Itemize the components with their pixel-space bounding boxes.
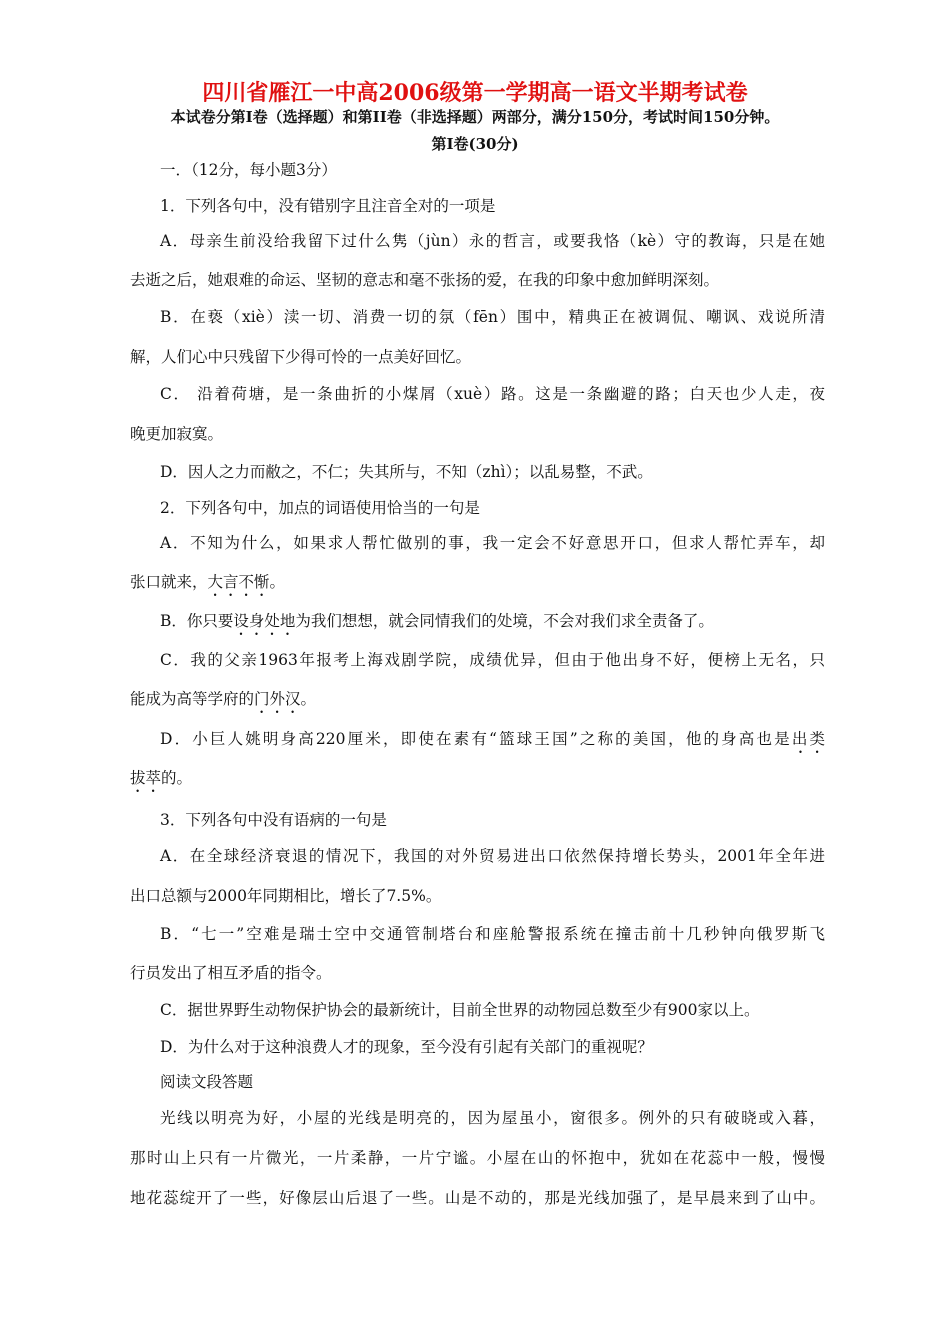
question-2-option-d-line2 [130,768,825,796]
exam-title: 四川省雁江一中高2006级第一学期高一语文半期考试卷 [202,80,748,106]
question-1-option-c-line2: 晚更加寂寞。 [130,425,224,443]
q2-c-text-post: 。 [300,690,317,708]
q2-d-text-post: 的。 [161,769,193,787]
reading-heading: 阅读文段答题 [160,1073,254,1091]
question-3-option-c: C．据世界野生动物保护协会的最新统计，目前全世界的动物园总数至少有900家以上。 [160,1001,760,1019]
question-3-option-b-line1: B．“七一”空难是瑞士空中交通管制塔台和座舱警报系统在撞击前十几秒钟向俄罗斯飞 [160,925,825,943]
question-2-option-a-line1: A．不知为什么，如果求人帮忙做别的事，我一定会不好意思开口，但求人帮忙弄车，却 [160,534,825,552]
question-1-option-c-line1: C． 沿着荷塘，是一条曲折的小煤屑（xuè）路。这是一条幽避的路；白天也少人走，夜 [160,385,825,403]
q2-b-text-pre: B．你只要 [160,612,234,630]
question-1-option-b-line2: 解，人们心中只残留下少得可怜的一点美好回忆。 [130,348,472,366]
reading-passage-line2: 那时山上只有一片微光，一片柔静，一片宁谧。小屋在山的怀抱中，犹如在花蕊中一般，慢慢 [130,1149,825,1167]
exam-instructions: 本试卷分第Ⅰ卷（选择题）和第II卷（非选择题）两部分，满分150分，考试时间150分钟。 [170,108,780,126]
question-3-option-d: D．为什么对于这种浪费人才的现象，至今没有引起有关部门的重视呢？ [160,1038,653,1056]
section-title: 第Ⅰ卷(30分) [431,135,519,153]
q2-d-dotted-phrase-part2: 拔萃 [130,769,162,787]
q2-a-text-post: 。 [269,573,286,591]
reading-passage-line3: 地花蕊绽开了一些，好像层山后退了一些。山是不动的，那是光线加强了，是早晨来到了山中。 [130,1189,825,1207]
question-1-option-d: D．因人之力而敝之，不仁；失其所与，不知（zhì）；以乱易整，不武。 [160,463,653,481]
question-2-option-d-line1 [160,729,825,757]
q2-c-dotted-phrase: 门外汉 [254,690,301,708]
question-2-option-b [160,611,825,639]
part1-heading: 一．（12分，每小题3分） [160,161,337,179]
question-1-option-b-line1: B．在亵（xiè）渎一切、消费一切的氛（fēn）围中，精典正在被调侃、嘲讽、戏说所清 [160,308,825,326]
q2-b-dotted-phrase: 设身处地 [233,612,296,630]
q2-d-dotted-phrase-part1: 出类 [791,730,825,748]
question-1-stem: 1．下列各句中，没有错别字且注音全对的一项是 [160,197,496,215]
q2-a-text-pre: 张口就来， [130,573,208,591]
q2-d-text-pre: D．小巨人姚明身高220厘米，即使在素有“篮球王国”之称的美国，他的身高也是 [160,730,792,748]
question-2-option-c-line1: C．我的父亲1963年报考上海戏剧学院，成绩优异，但由于他出身不好，便榜上无名，只 [160,651,825,669]
question-3-option-a-line1: A．在全球经济衰退的情况下，我国的对外贸易进出口依然保持增长势头，2001年全年进 [160,847,825,865]
question-2-option-a-line2 [130,572,825,600]
question-1-option-a-line1: A．母亲生前没给我留下过什么隽（jùn）永的哲言，或要我恪（kè）守的教诲，只是在她 [160,232,825,250]
q2-c-text-pre: 能成为高等学府的 [130,690,255,708]
question-3-option-b-line2: 行员发出了相互矛盾的指令。 [130,964,332,982]
reading-passage-line1: 光线以明亮为好，小屋的光线是明亮的，因为屋虽小，窗很多。例外的只有破晓或入暮， [160,1109,825,1127]
q2-a-dotted-phrase: 大言不惭 [207,573,270,591]
q2-b-text-post: 为我们想想，就会同情我们的处境，不会对我们求全责备了。 [295,612,714,630]
question-2-stem: 2．下列各句中，加点的词语使用恰当的一句是 [160,499,480,517]
question-3-option-a-line2: 出口总额与2000年同期相比，增长了7.5%。 [130,887,442,905]
question-1-option-a-line2: 去逝之后，她艰难的命运、坚韧的意志和毫不张扬的爱，在我的印象中愈加鲜明深刻。 [130,271,720,289]
question-2-option-c-line2 [130,689,825,717]
question-3-stem: 3．下列各句中没有语病的一句是 [160,811,387,829]
